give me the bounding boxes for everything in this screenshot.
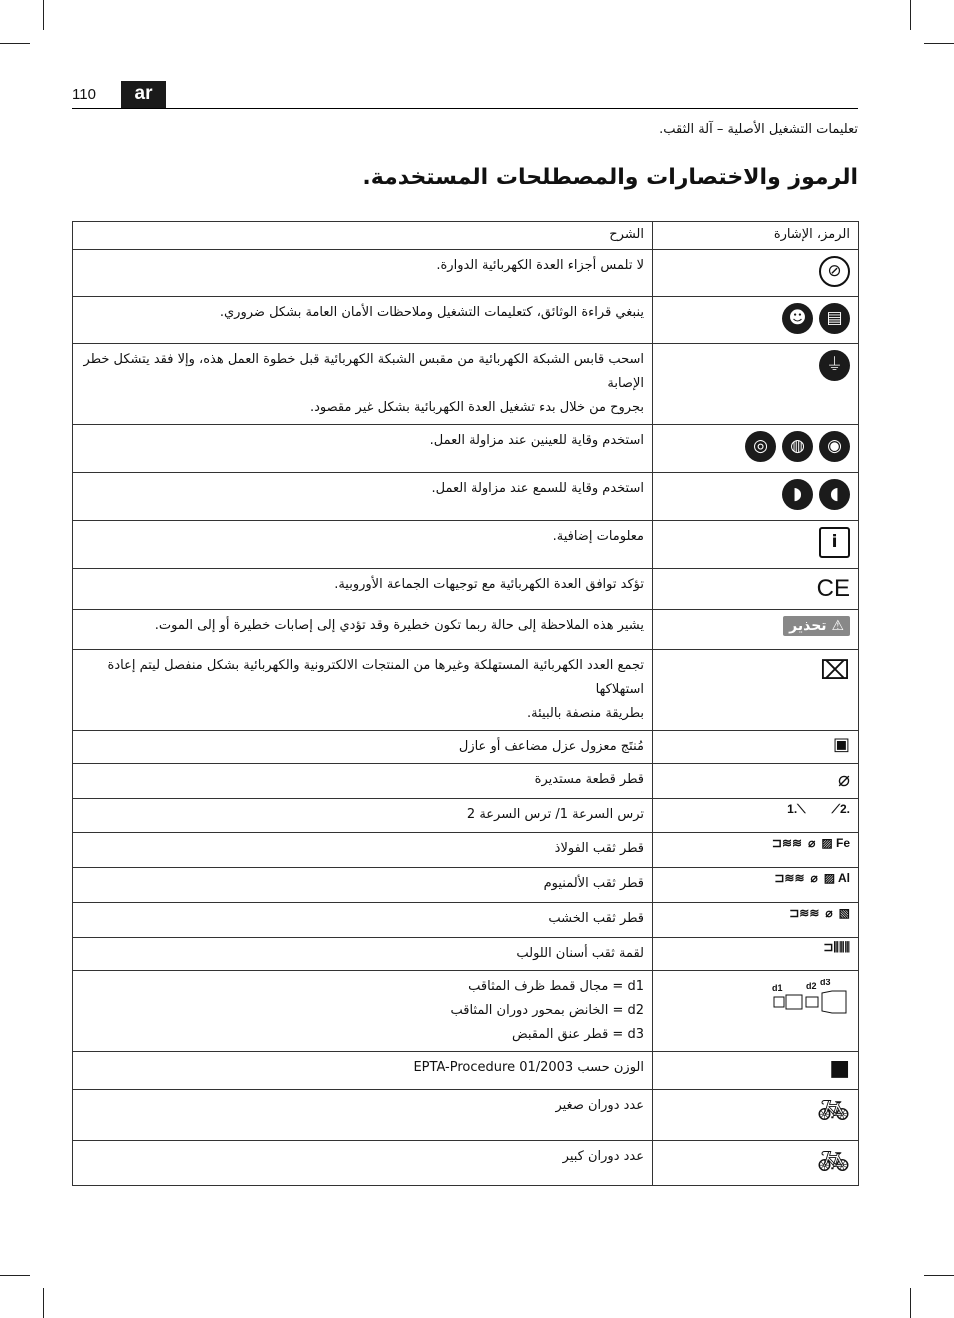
table-row-text: عدد دوران صغير <box>73 1090 653 1141</box>
crop-mark <box>910 0 911 30</box>
table-row-text: لا تلمس أجزاء العدة الكهربائية الدوارة. <box>73 250 653 297</box>
diameter-icon: ⌀ <box>825 906 833 920</box>
warning-badge-label: تحذير <box>789 618 827 634</box>
svg-text:d2: d2 <box>806 981 817 991</box>
gear-speed-1-icon: 1.⟍ <box>787 802 806 816</box>
symbols-table <box>72 221 859 1186</box>
table-row-text: عدد دوران كبير <box>73 1141 653 1186</box>
crop-mark <box>910 1288 911 1318</box>
ear-muffs-icon: ◗ <box>782 479 813 510</box>
table-row-text: قطر ثقب الفولاذ <box>73 833 653 868</box>
drill-steel-icon: ⊐≋≋ <box>771 836 803 850</box>
read-manual-icon: ▤ <box>819 303 850 334</box>
drill-wood-icon: ⊐≋≋ <box>789 906 820 920</box>
table-row-text: قطر ثقب الخشب <box>73 903 653 938</box>
diameter-icon: ⌀ <box>808 836 816 850</box>
table-row-text: يشير هذه الملاحظة إلى حالة ربما تكون خطيرة وقد تؤدي إلى إصابات خطيرة أو إلى الموت. <box>73 610 653 650</box>
crop-mark <box>924 43 954 44</box>
table-row-text: تؤكد توافق العدة الكهربائية مع توجيهات الجماعة الأوروبية. <box>73 569 653 610</box>
crop-mark <box>0 43 30 44</box>
table-row-text-line: اسحب قابس الشبكة الكهربائية من مقبس الشبكة الكهربائية قبل خطوة العمل هذه، وإلا فقد يتشكل خطر الإصابة <box>83 352 644 391</box>
table-row-text: لقمة ثقب أسنان اللولب <box>73 938 653 971</box>
steel-material-icon: ▨ Fe <box>821 836 850 850</box>
diameter-icon: ⌀ <box>810 871 818 885</box>
warning-badge <box>783 616 850 636</box>
wood-material-icon: ▧ <box>838 906 850 920</box>
table-row-text: الوزن حسب EPTA-Procedure 01/2003 <box>73 1052 653 1090</box>
info-icon: i <box>819 527 850 558</box>
table-row-text-line: تجمع العدد الكهربائية المستهلكة وغيرها من المنتجات الالكترونية والكهربائية بشكل منفصل ليتم إعادة استهلاكها <box>107 658 644 697</box>
countersink-icon: ⊐⫼⫼⫼ <box>823 940 850 954</box>
header-rule <box>72 108 858 109</box>
goggles-icon: ◎ <box>745 431 776 462</box>
diameter-icon: ⌀ <box>837 767 850 791</box>
ear-protection-icon: ◖ <box>819 479 850 510</box>
language-badge: ar <box>121 81 166 108</box>
crop-mark <box>924 1275 954 1276</box>
svg-text:d1: d1 <box>772 983 783 993</box>
crop-mark <box>43 0 44 30</box>
weee-bin-icon: ⌧ <box>820 656 850 686</box>
column-header-symbol: الرمز، الإشارة <box>653 222 859 250</box>
eye-protection-icon: ◉ <box>819 431 850 462</box>
table-row-text: استخدم وقاية للعينين عند مزاولة العمل. <box>73 425 653 473</box>
weight-icon: ■ <box>829 1056 850 1081</box>
table-row-text: ينبغي قراءة الوثائق، كتعليمات التشغيل وملاحظات الأمان العامة بشكل ضروري. <box>73 297 653 344</box>
table-row-text-line: d3 = قطر عنق المقبض <box>511 1027 644 1042</box>
drill-aluminium-icon: ⊐≋≋ <box>774 871 805 885</box>
table-row-text-line: d1 = مجال قمط ظرف المثاقب <box>468 979 644 994</box>
table-row-text-line: d2 = الخانض بمحور دوران المثاقب <box>450 1003 644 1018</box>
read-manual-person-icon: ☻ <box>782 303 813 334</box>
page-title: الرموز والاختصارات والمصطلحات المستخدمة. <box>362 165 858 190</box>
face-shield-icon: ◍ <box>782 431 813 462</box>
aluminium-material-icon: ▨ Al <box>823 871 850 885</box>
table-row-text: قطر قطعة مستديرة <box>73 764 653 799</box>
table-row-text: معلومات إضافية. <box>73 521 653 569</box>
ce-mark-icon: CE <box>816 575 850 602</box>
bike-fast-icon: 🚲︎ <box>816 1147 850 1177</box>
page-number: 110 <box>72 86 96 103</box>
crop-mark <box>43 1288 44 1318</box>
table-row-text: مُنتَج معزول عزل مضاعف أو عازل <box>73 731 653 764</box>
gear-speed-2-icon: ⟋2. <box>831 802 850 816</box>
spindle-diagram-icon <box>770 979 850 1019</box>
table-row-text: استخدم وقاية للسمع عند مزاولة العمل. <box>73 473 653 521</box>
no-touch-icon: ⊘ <box>819 256 850 287</box>
table-row-text: قطر ثقب الألمنيوم <box>73 868 653 903</box>
bike-slow-icon: 🚲︎ <box>816 1096 850 1126</box>
section-subheading: تعليمات التشغيل الأصلية – آلة الثقب. <box>659 122 858 137</box>
table-row-text: ترس السرعة 1/ ترس السرعة 2 <box>73 799 653 833</box>
unplug-icon: ⏚ <box>819 350 850 381</box>
double-insulation-icon: ▣ <box>832 734 850 755</box>
table-row-text-line: بجروح من خلال بدء تشغيل العدة الكهربائية بشكل غير مقصود. <box>309 400 644 415</box>
table-row-text-line: بطريقة منصفة بالبيئة. <box>527 706 644 721</box>
warning-icon: ⚠ <box>831 618 844 634</box>
crop-mark <box>0 1275 30 1276</box>
svg-text:d3: d3 <box>820 979 831 987</box>
column-header-explanation: الشرح <box>73 222 653 250</box>
